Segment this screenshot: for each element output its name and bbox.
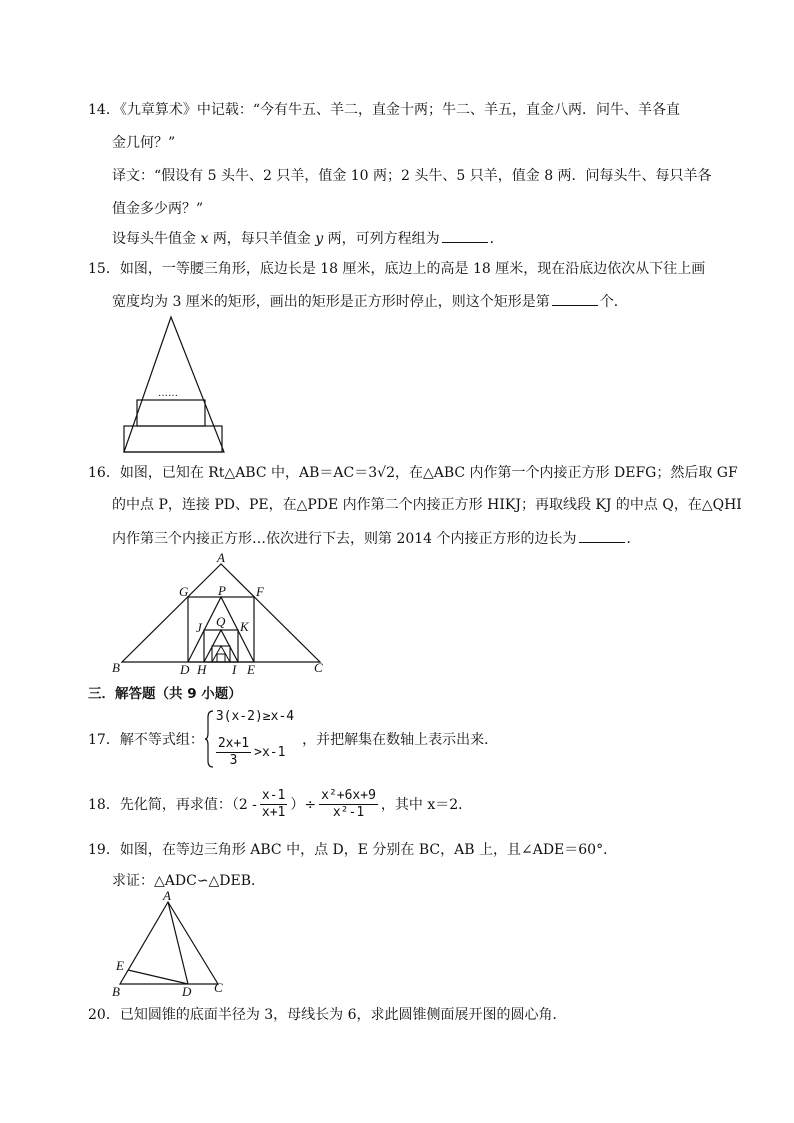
q18-mid: ）÷ bbox=[290, 797, 317, 813]
answer-blank[interactable] bbox=[552, 291, 598, 306]
q17-inequality-1: 3(x-2)≥x-4 bbox=[215, 709, 295, 724]
label-q: Q bbox=[216, 614, 226, 629]
q14-line1: 14．《九章算术》中记载：“今有牛五、羊二，直金十两；牛二、羊五，直金八两．问牛、羊各直 bbox=[88, 102, 680, 118]
q16-line2: 的中点 P，连接 PD、PE，在△PDE 内作第二个内接正方形 HIKJ；再取线段 KJ 的中点 Q，在△QHI bbox=[112, 497, 742, 513]
label-i: I bbox=[232, 662, 237, 677]
segment-de bbox=[128, 970, 188, 984]
q17-prefix: 17．解不等式组： bbox=[88, 732, 204, 748]
label-d: D bbox=[180, 662, 190, 677]
label-k: K bbox=[240, 619, 249, 634]
rectangle-1 bbox=[124, 426, 222, 452]
label-a: A bbox=[217, 550, 225, 565]
answer-blank[interactable] bbox=[579, 528, 625, 543]
label-g: G bbox=[179, 584, 189, 599]
label-b: B bbox=[112, 984, 120, 999]
q15-line1: 15．如图，一等腰三角形，底边长是 18 厘米，底边上的高是 18 厘米，现在沿底边依次从下往上画 bbox=[88, 261, 706, 277]
q17 bbox=[88, 708, 498, 770]
q14-line3: 译文：“假设有 5 头牛、2 只羊，值金 10 两；2 头牛、5 只羊，值金 8 两．问每头牛、每只羊各 bbox=[112, 168, 712, 184]
q18-suffix: ，其中 x＝2． bbox=[380, 797, 473, 813]
q14-line2: 金几何？” bbox=[112, 135, 176, 151]
square-fourth bbox=[217, 654, 225, 662]
q14-line4: 值金多少两？” bbox=[112, 201, 204, 217]
label-p: P bbox=[218, 583, 226, 598]
q15-figure bbox=[108, 312, 234, 458]
label-f: F bbox=[256, 584, 264, 599]
q18 bbox=[88, 784, 472, 824]
label-d: D bbox=[182, 984, 192, 999]
q17-suffix: ，并把解集在数轴上表示出来． bbox=[302, 732, 499, 748]
q19-line2: 求证：△ADC∽△DEB． bbox=[112, 873, 266, 889]
label-a: A bbox=[163, 890, 171, 903]
brace-icon bbox=[204, 709, 214, 769]
q16-line1: 16．如图，已知在 Rt△ABC 中，AB＝AC＝3√2，在△ABC 内作第一个内接正方形 DEFG；然后取 GF bbox=[88, 465, 738, 481]
q16-figure bbox=[108, 550, 330, 678]
q19-figure bbox=[108, 890, 236, 1000]
q14-line5: 设每头牛值金 x 两，每只羊值金 y 两，可列方程组为 ． bbox=[112, 228, 504, 249]
q19-line1: 19．如图，在等边三角形 ABC 中，点 D，E 分别在 BC，AB 上，且∠ADE＝60°． bbox=[88, 842, 618, 858]
section-heading: 三．解答题（共 9 小题） bbox=[88, 686, 242, 702]
q16-line3: 内作第三个内接正方形…依次进行下去，则第 2014 个内接正方形的边长为 ． bbox=[112, 528, 641, 549]
q20-line1: 20．已知圆锥的底面半径为 3，母线长为 6，求此圆锥侧面展开图的圆心角． bbox=[88, 1007, 567, 1023]
label-h: H bbox=[197, 662, 207, 677]
q15-line2: 宽度均为 3 厘米的矩形，画出的矩形是正方形时停止，则这个矩形是第 个． bbox=[112, 291, 628, 312]
dots-label: …… bbox=[158, 388, 178, 399]
label-e: E bbox=[247, 662, 255, 677]
q18-prefix: 18．先化简，再求值：（2 - bbox=[88, 797, 257, 813]
triangle-abc bbox=[122, 564, 320, 662]
label-j: J bbox=[196, 620, 202, 635]
label-c: C bbox=[314, 660, 323, 675]
label-c: C bbox=[214, 980, 223, 995]
answer-blank[interactable] bbox=[442, 228, 488, 243]
segment-ad bbox=[168, 902, 188, 984]
triangle bbox=[124, 317, 224, 452]
label-e: E bbox=[116, 958, 124, 973]
label-b: B bbox=[112, 660, 120, 675]
q18-fraction-2: $\frac{\text{x²+6x+9}}{\text{x²-1}}$ bbox=[321, 787, 376, 820]
q17-inequality-2: $\frac{2x+1}{3}$ >x-1 bbox=[217, 736, 286, 768]
q18-fraction-1: $\frac{x-1}{x+1}$ bbox=[261, 787, 286, 820]
rectangle-2 bbox=[137, 400, 205, 426]
